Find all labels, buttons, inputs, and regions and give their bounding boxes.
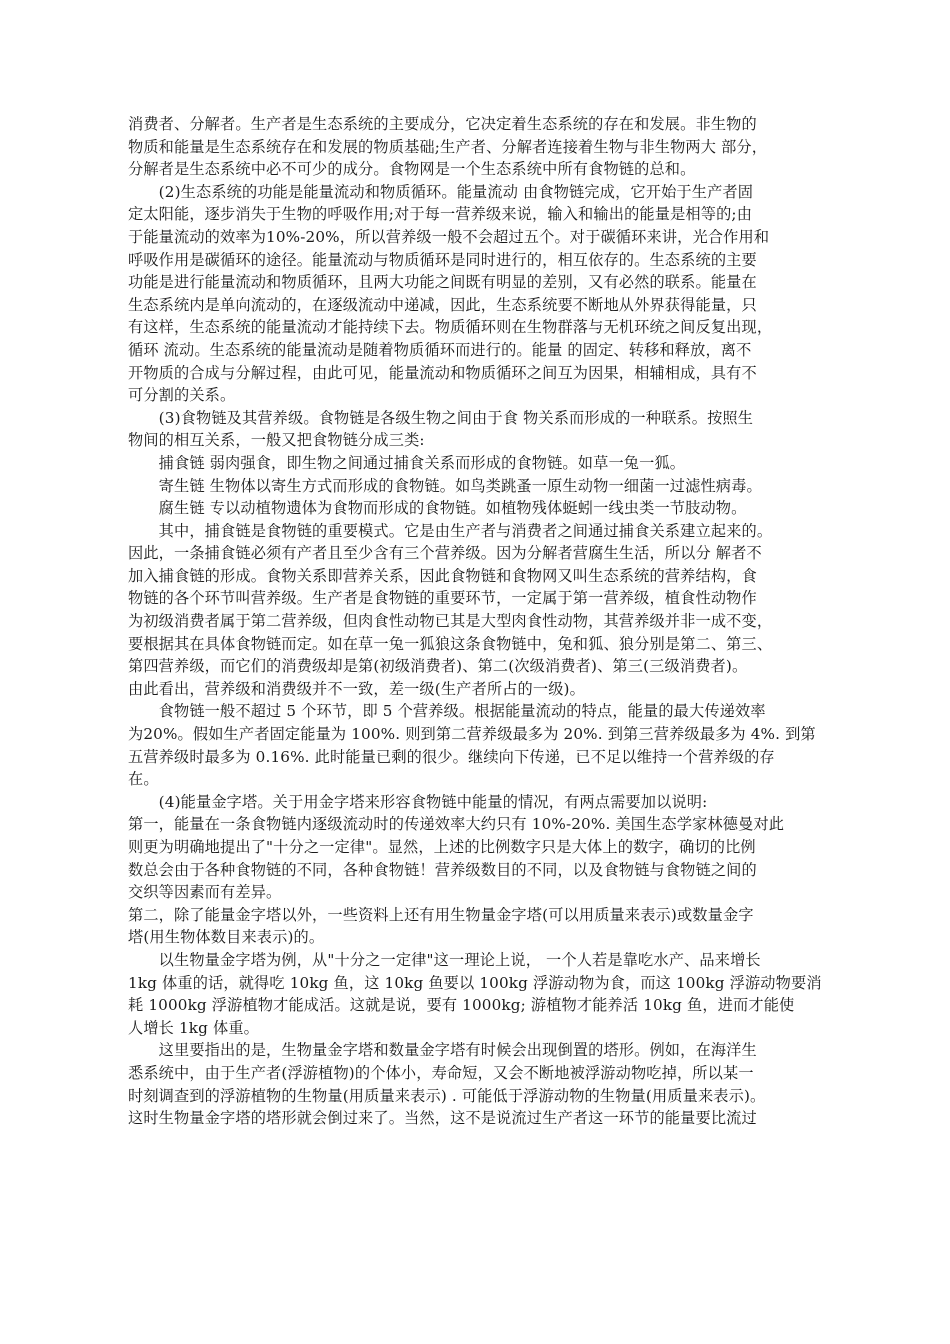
text-line: 消费者、分解者。生产者是生态系统的主要成分，它决定着生态系统的存在和发展。非生物的	[128, 115, 757, 133]
text-line: 人增长 1kg 体重。	[128, 1018, 260, 1037]
text-line: 定太阳能，逐步消失于生物的呼吸作用;对于每一营养级来说，输入和输出的能量是相等的;由	[128, 205, 753, 224]
text-line: 第二，除了能量金字塔以外，一些资料上还有用生物量金字塔(可以用质量来表示)或数量金字	[128, 905, 754, 924]
text-line: 则更为明确地提出了"十分之一定律"。显然，上述的比例数字只是大体上的数字，确切的比例	[128, 838, 756, 856]
text-line: 以生物量金字塔为例，从"十分之一定律"这一理论上说， 一个人若是靠吃水产、品来增长	[128, 950, 761, 969]
text-line: (4)能量金字塔。关于用金字塔来形容食物链中能量的情况，有两点需要加以说明:	[128, 792, 708, 811]
text-line: 寄生链 生物体以寄生方式而形成的食物链。如鸟类跳蚤一原生动物一细菌一过滤性病毒。	[128, 476, 762, 495]
text-line: 第四营养级，而它们的消费级却是第(初级消费者)、第二(次级消费者)、第三(三级消费者)。	[128, 657, 748, 676]
text-line: 为初级消费者属于第二营养级，但肉食性动物已其是大型肉食性动物，其营养级并非一成不变，	[128, 612, 773, 631]
text-line: 五营养级时最多为 0.16%. 此时能量已剩的很少。继续向下传递，已不足以维持一个营养级的存	[128, 747, 775, 766]
text-line: 呼吸作用是碳循环的途径。能量流动与物质循环是同时进行的，相互依存的。生态系统的主要	[128, 250, 757, 269]
text-line: 塔(用生物体数目来表示)的。	[128, 928, 325, 947]
text-line: 这时生物量金字塔的塔形就会倒过来了。当然，这不是说流过生产者这一环节的能量要比流过	[128, 1109, 757, 1128]
text-line: 悉系统中，由于生产者(浮游植物)的个体小，寿命短，又会不断地被浮游动物吃掉，所以某一	[128, 1063, 754, 1082]
text-line: 食物链一般不超过 5 个环节，即 5 个营养级。根据能量流动的特点，能量的最大传递效率	[128, 702, 766, 721]
text-line: 第一，能量在一条食物链内逐级流动时的传递效率大约只有 10%-20%. 美国生态学家林德曼对此	[128, 815, 785, 834]
text-line: 加入捕食链的形成。食物关系即营养关系，因此食物链和食物网又叫生态系统的营养结构，食	[128, 566, 757, 585]
text-line: 物链的各个环节叫营养级。生产者是食物链的重要环节，一定属于第一营养级，植食性动物作	[128, 589, 757, 608]
text-line: 捕食链 弱肉强食，即生物之间通过捕食关系而形成的食物链。如草一兔一狐。	[128, 453, 686, 472]
text-line: (3)食物链及其营养级。食物链是各级生物之间由于食 物关系而形成的一种联系。按照生	[128, 408, 754, 427]
text-line: 生态系统内是单向流动的，在逐级流动中递减，因此，生态系统要不断地从外界获得能量，只	[128, 295, 757, 314]
text-line: 这里要指出的是，生物量金字塔和数量金字塔有时候会出现倒置的塔形。例如，在海洋生	[128, 1041, 757, 1060]
text-line: 因此，一条捕食链必须有产者且至少含有三个营养级。因为分解者营腐生生活，所以分 解者不	[128, 544, 762, 563]
text-line: 由此看出，营养级和消费级并不一致，差一级(生产者所占的一级)。	[128, 679, 585, 698]
text-line: 要根据其在具体食物链而定。如在草一兔一狐狼这条食物链中，兔和狐、狼分别是第二、第三、	[128, 634, 773, 653]
text-line: 物间的相互关系，一般又把食物链分成三类:	[128, 431, 425, 450]
text-line: 在。	[128, 770, 159, 789]
text-line: 可分割的关系。	[128, 386, 236, 405]
text-line: 循环 流动。生态系统的能量流动是随着物质循环而进行的。能量 的固定、转移和释放，离不	[128, 340, 752, 359]
text-line: 开物质的合成与分解过程，由此可见，能量流动和物质循环之间互为因果，相辅相成，具有不	[128, 363, 757, 382]
text-line: 物质和能量是生态系统存在和发展的物质基础;生产者、分解者连接着生物与非生物两大 部分，	[128, 137, 768, 156]
text-line: 于能量流动的效率为10%-20%，所以营养级一般不会超过五个。对于碳循环来讲，光合作用和	[128, 227, 770, 246]
text-line: 分解者是生态系统中必不可少的成分。食物网是一个生态系统中所有食物链的总和。	[128, 160, 696, 179]
text-line: 为20%。假如生产者固定能量为 100%. 则到第二营养级最多为 20%. 到第三营养级最多为 4%. 到第	[128, 725, 816, 744]
text-line: 1kg 体重的话，就得吃 10kg 鱼，这 10kg 鱼要以 100kg 浮游动物为食，而这 100kg 浮游动物要消	[128, 973, 822, 992]
text-line: 数总会由于各种食物链的不同，各种食物链！营养级数目的不同，以及食物链与食物链之间的	[128, 860, 757, 879]
text-line: 功能是进行能量流动和物质循环，且两大功能之间既有明显的差别，又有必然的联系。能量在	[128, 273, 757, 292]
text-line: 时刻调查到的浮游植物的生物量(用质量来表示) . 可能低于浮游动物的生物量(用质量来表示)。	[128, 1086, 766, 1105]
text-line: 耗 1000kg 浮游植物才能成活。这就是说，要有 1000kg; 游植物才能养活 10kg 鱼，进而才能使	[128, 996, 795, 1015]
text-line: 腐生链 专以动植物遗体为食物而形成的食物链。如植物残体蜓蚓一线虫类一节肢动物。	[128, 499, 747, 518]
text-line: 其中，捕食链是食物链的重要模式。它是由生产者与消费者之间通过捕食关系建立起来的。	[128, 521, 773, 540]
text-line: 有这样，生态系统的能量流动才能持续下去。物质循环则在生物群落与无机环统之间反复出现，	[128, 318, 773, 337]
text-line: (2)生态系统的功能是能量流动和物质循环。能量流动 由食物链完成，它开始于生产者固	[128, 182, 754, 201]
text-line: 交织等因素而有差异。	[128, 883, 282, 902]
document-page	[128, 113, 828, 1130]
